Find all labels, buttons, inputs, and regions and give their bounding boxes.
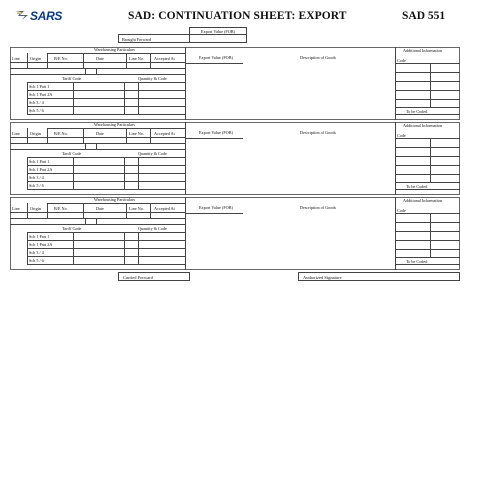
column-divider: [83, 53, 84, 68]
column-divider: [27, 82, 28, 114]
divider: [395, 99, 460, 100]
sch3-4-label: Sch 3 / 4: [29, 249, 44, 255]
divider: [10, 68, 185, 69]
column-divider: [47, 203, 48, 218]
export-value-header: Export Value (FOB): [199, 130, 233, 135]
divider: [395, 213, 460, 214]
column-divider: [47, 128, 48, 143]
form-code: SAD 551: [402, 10, 446, 22]
sch5-6-label: Sch 5 / 6: [29, 107, 44, 113]
page-title: SAD: CONTINUATION SHEET: EXPORT: [128, 10, 347, 22]
sch1-part2a-label: Sch 1 Part 2A: [29, 241, 53, 247]
column-divider: [185, 197, 186, 270]
column-divider: [124, 157, 125, 189]
column-divider: [430, 213, 431, 257]
column-divider: [83, 203, 84, 218]
column-divider: [83, 128, 84, 143]
divider: [27, 232, 185, 233]
divider: [395, 72, 460, 73]
divider: [395, 81, 460, 82]
column-divider: [85, 143, 86, 149]
divider: [395, 165, 460, 166]
accepted-at-header: Accepted At: [154, 206, 175, 211]
item-frame: [10, 197, 460, 270]
divider: [10, 74, 185, 75]
carried-forward-box: [118, 272, 190, 281]
column-divider: [73, 232, 74, 264]
column-divider: [96, 143, 97, 149]
date-header: Date: [96, 131, 104, 136]
column-divider: [27, 53, 28, 68]
column-divider: [126, 203, 127, 218]
column-divider: [126, 128, 127, 143]
column-divider: [150, 53, 151, 68]
export-value-top-box: [189, 27, 247, 43]
divider: [27, 256, 185, 257]
additional-info-header: Additional Information: [403, 48, 442, 53]
code-header: Code: [397, 133, 406, 138]
description-header: Description of Goods: [300, 205, 337, 210]
item-block-1: [10, 47, 460, 120]
be-no-header: B/E No.: [54, 206, 68, 211]
divider: [27, 264, 185, 265]
divider: [395, 114, 460, 115]
sch1-part2a-label: Sch 1 Part 2A: [29, 166, 53, 172]
divider: [395, 222, 460, 223]
date-header: Date: [96, 206, 104, 211]
divider: [395, 156, 460, 157]
column-divider: [126, 53, 127, 68]
line-header: Line: [12, 206, 20, 211]
warehousing-particulars-label: Warehousing Particulars: [94, 47, 135, 52]
divider: [395, 240, 460, 241]
divider: [10, 218, 185, 219]
quantity-code-label: Quantity & Code: [138, 226, 167, 231]
column-divider: [138, 232, 139, 264]
divider: [27, 181, 185, 182]
to-be-coded-label: To be Coded: [406, 109, 428, 114]
brought-forward-label: Brought Forward: [122, 36, 151, 42]
divider: [27, 98, 185, 99]
divider: [395, 189, 460, 190]
divider: [10, 143, 185, 144]
column-divider: [430, 63, 431, 107]
accepted-at-header: Accepted At: [154, 131, 175, 136]
tariff-code-label: Tariff Code: [62, 226, 82, 231]
sch3-4-label: Sch 3 / 4: [29, 99, 44, 105]
date-header: Date: [96, 56, 104, 61]
export-value-header: Export Value (FOB): [199, 205, 233, 210]
divider: [395, 257, 460, 258]
column-divider: [96, 68, 97, 74]
divider: [27, 157, 185, 158]
column-divider: [73, 82, 74, 114]
divider: [395, 107, 460, 108]
divider: [27, 173, 185, 174]
divider: [27, 114, 185, 115]
divider: [10, 149, 185, 150]
accepted-at-header: Accepted At: [154, 56, 175, 61]
divider: [185, 138, 243, 139]
divider: [27, 248, 185, 249]
be-no-header: B/E No.: [54, 56, 68, 61]
warehousing-particulars-label: Warehousing Particulars: [94, 197, 135, 202]
authorized-signature-box: [298, 272, 460, 281]
divider: [27, 82, 185, 83]
divider: [395, 231, 460, 232]
column-divider: [138, 82, 139, 114]
divider: [395, 138, 460, 139]
be-no-header: B/E No.: [54, 131, 68, 136]
brought-forward-box: [118, 34, 190, 43]
column-divider: [47, 53, 48, 68]
description-header: Description of Goods: [300, 130, 337, 135]
divider: [395, 147, 460, 148]
additional-info-header: Additional Information: [403, 123, 442, 128]
column-divider: [395, 197, 396, 270]
sch1-part1-label: Sch 1 Part 1: [29, 83, 50, 89]
origin-header: Origin: [30, 206, 41, 211]
sch1-part2a-label: Sch 1 Part 2A: [29, 91, 53, 97]
export-value-header: Export Value (FOB): [199, 55, 233, 60]
divider: [185, 213, 243, 214]
sch5-6-label: Sch 5 / 6: [29, 257, 44, 263]
line-no-header: Line No.: [129, 56, 144, 61]
item-frame: [10, 47, 460, 120]
column-divider: [395, 47, 396, 120]
tariff-code-label: Tariff Code: [62, 151, 82, 156]
divider: [395, 264, 460, 265]
column-divider: [73, 157, 74, 189]
sch1-part1-label: Sch 1 Part 1: [29, 158, 50, 164]
divider: [395, 182, 460, 183]
column-divider: [85, 218, 86, 224]
to-be-coded-label: To be Coded: [406, 184, 428, 189]
column-divider: [124, 232, 125, 264]
column-divider: [150, 128, 151, 143]
item-frame: [10, 122, 460, 195]
sch1-part1-label: Sch 1 Part 1: [29, 233, 50, 239]
description-header: Description of Goods: [300, 55, 337, 60]
code-header: Code: [397, 58, 406, 63]
warehousing-particulars-label: Warehousing Particulars: [94, 122, 135, 127]
sch3-4-label: Sch 3 / 4: [29, 174, 44, 180]
column-divider: [27, 157, 28, 189]
line-no-header: Line No.: [129, 131, 144, 136]
line-header: Line: [12, 131, 20, 136]
divider: [395, 63, 460, 64]
column-divider: [138, 157, 139, 189]
authorized-signature-label: Authorized Signature: [303, 274, 342, 280]
divider: [10, 224, 185, 225]
additional-info-header: Additional Information: [403, 198, 442, 203]
column-divider: [124, 82, 125, 114]
origin-header: Origin: [30, 56, 41, 61]
divider: [10, 137, 185, 138]
carried-forward-label: Carried Forward: [123, 274, 153, 280]
column-divider: [150, 203, 151, 218]
line-header: Line: [12, 56, 20, 61]
divider: [47, 128, 185, 129]
column-divider: [395, 122, 396, 195]
column-divider: [27, 203, 28, 218]
divider: [10, 62, 185, 63]
line-no-header: Line No.: [129, 206, 144, 211]
column-divider: [96, 218, 97, 224]
divider: [10, 212, 185, 213]
divider: [47, 203, 185, 204]
column-divider: [430, 138, 431, 182]
column-divider: [85, 68, 86, 74]
divider: [185, 63, 243, 64]
divider: [395, 174, 460, 175]
divider: [395, 90, 460, 91]
divider: [47, 53, 185, 54]
column-divider: [185, 47, 186, 120]
column-divider: [185, 122, 186, 195]
item-block-2: [10, 122, 460, 195]
quantity-code-label: Quantity & Code: [138, 76, 167, 81]
divider: [395, 249, 460, 250]
export-value-top-label: Export Value (FOB): [190, 29, 246, 35]
to-be-coded-label: To be Coded: [406, 259, 428, 264]
column-divider: [27, 232, 28, 264]
sch5-6-label: Sch 5 / 6: [29, 182, 44, 188]
divider: [27, 189, 185, 190]
quantity-code-label: Quantity & Code: [138, 151, 167, 156]
code-header: Code: [397, 208, 406, 213]
sars-logo-text: SARS: [30, 9, 63, 23]
tariff-code-label: Tariff Code: [62, 76, 82, 81]
origin-header: Origin: [30, 131, 41, 136]
column-divider: [27, 128, 28, 143]
item-block-3: [10, 197, 460, 270]
sars-logo: [14, 9, 62, 25]
divider: [27, 106, 185, 107]
